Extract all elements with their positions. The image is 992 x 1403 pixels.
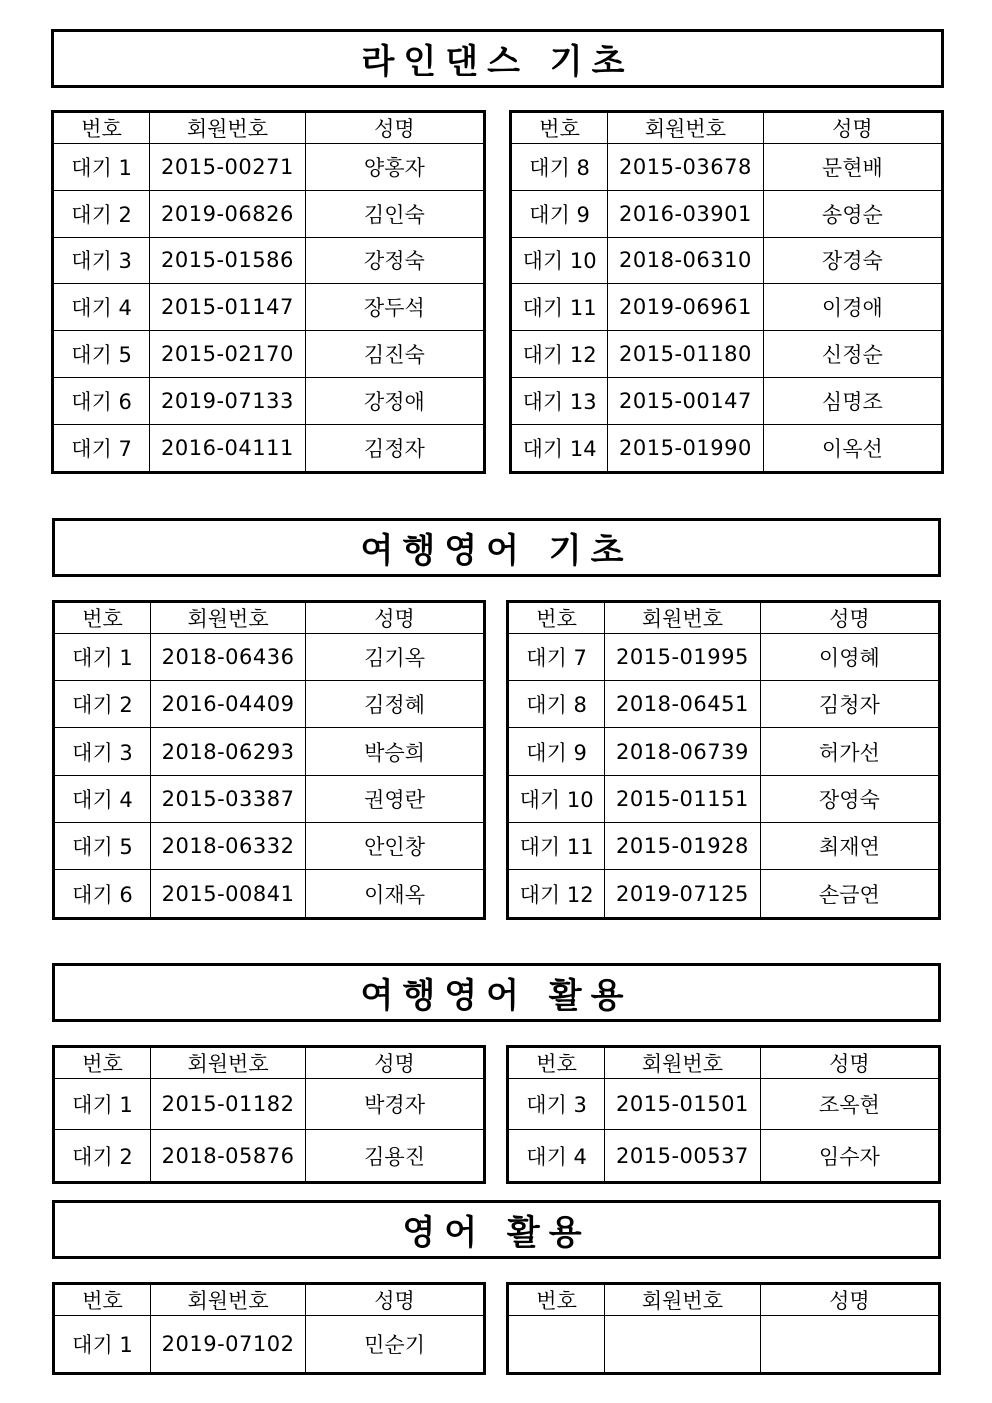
column-header-member-name: 성명 [306, 1284, 485, 1316]
member-id-cell: 2016-04409 [150, 681, 305, 728]
waitlist-number-cell: 대기 4 [54, 775, 151, 822]
waitlist-number-cell: 대기 5 [54, 822, 151, 869]
member-name-cell: 민순기 [306, 1316, 485, 1374]
column-header-member-name: 성명 [760, 1047, 939, 1079]
table-row [508, 728, 940, 775]
member-id-cell: 2015-03678 [608, 144, 764, 191]
waitlist-number-cell: 대기 4 [53, 284, 150, 331]
member-id-cell: 2015-00147 [608, 377, 764, 424]
member-name-cell: 이경애 [763, 284, 942, 331]
member-name-cell: 이옥선 [763, 424, 942, 472]
table-row [54, 681, 485, 728]
table-row [54, 870, 485, 919]
waitlist-number-cell: 대기 7 [508, 634, 605, 681]
member-id-cell: 2016-04111 [150, 424, 306, 472]
section-title: 라인댄스 기초 [51, 29, 944, 88]
table-header-row [54, 1284, 485, 1316]
waitlist-number-cell: 대기 3 [53, 237, 150, 284]
waitlist-table [506, 1045, 941, 1184]
table-row [53, 144, 485, 191]
member-id-cell: 2019-07102 [150, 1316, 305, 1374]
member-name-cell: 조옥현 [760, 1079, 939, 1130]
waitlist-table [52, 600, 486, 920]
member-name-cell: 신정순 [763, 331, 942, 378]
member-id-cell: 2015-01180 [608, 331, 764, 378]
member-id-cell: 2015-01182 [150, 1079, 305, 1130]
waitlist-number-cell: 대기 2 [54, 1130, 151, 1183]
member-name-cell: 장두석 [305, 284, 484, 331]
member-name-cell: 김정자 [305, 424, 484, 472]
waitlist-number-cell: 대기 2 [53, 190, 150, 237]
member-name-cell: 장영숙 [760, 775, 939, 822]
member-name-cell: 김청자 [760, 681, 939, 728]
table-row [54, 775, 485, 822]
member-name-cell: 강정애 [305, 377, 484, 424]
member-id-cell: 2018-06332 [150, 822, 305, 869]
column-header-waitlist-number: 번호 [511, 112, 608, 144]
waitlist-table [506, 1282, 941, 1375]
waitlist-table [506, 600, 941, 920]
member-name-cell: 심명조 [763, 377, 942, 424]
column-header-member-name: 성명 [306, 602, 485, 634]
member-name-cell: 박승희 [306, 728, 485, 775]
waitlist-number-cell: 대기 8 [511, 144, 608, 191]
table-row [54, 822, 485, 869]
member-id-cell: 2018-06310 [608, 237, 764, 284]
member-name-cell: 임수자 [760, 1130, 939, 1183]
member-id-cell: 2019-07125 [605, 870, 761, 919]
column-header-member-name: 성명 [306, 1047, 485, 1079]
waitlist-number-cell: 대기 14 [511, 424, 608, 472]
member-id-cell: 2015-01151 [605, 775, 761, 822]
column-header-member-id: 회원번호 [608, 112, 764, 144]
table-row [508, 870, 940, 919]
table-row [54, 634, 485, 681]
waitlist-number-cell: 대기 8 [508, 681, 605, 728]
waitlist-number-cell: 대기 9 [508, 728, 605, 775]
member-name-cell: 양홍자 [305, 144, 484, 191]
column-header-member-id: 회원번호 [605, 602, 761, 634]
table-header-row [508, 602, 940, 634]
member-name-cell: 김기옥 [306, 634, 485, 681]
waitlist-table [52, 1282, 486, 1375]
member-name-cell: 김용진 [306, 1130, 485, 1183]
waitlist-number-cell: 대기 6 [53, 377, 150, 424]
waitlist-number-cell: 대기 3 [54, 728, 151, 775]
waitlist-number-cell: 대기 1 [54, 1079, 151, 1130]
member-name-cell: 권영란 [306, 775, 485, 822]
member-id-cell: 2019-06826 [150, 190, 306, 237]
section-title: 여행영어 활용 [52, 963, 941, 1022]
column-header-member-id: 회원번호 [150, 1284, 305, 1316]
member-id-cell: 2015-03387 [150, 775, 305, 822]
table-header-row [508, 1284, 940, 1316]
member-name-cell: 김정혜 [306, 681, 485, 728]
column-header-member-name: 성명 [760, 1284, 939, 1316]
table-header-row [511, 112, 943, 144]
member-name-cell: 박경자 [306, 1079, 485, 1130]
column-header-waitlist-number: 번호 [508, 1047, 605, 1079]
member-id-cell: 2019-06961 [608, 284, 764, 331]
member-id-cell: 2016-03901 [608, 190, 764, 237]
member-name-cell: 김진숙 [305, 331, 484, 378]
section-title: 여행영어 기초 [52, 518, 941, 577]
waitlist-table [51, 110, 486, 474]
table-row [508, 681, 940, 728]
waitlist-number-cell: 대기 1 [54, 634, 151, 681]
waitlist-number-cell: 대기 1 [53, 144, 150, 191]
table-row [53, 237, 485, 284]
waitlist-number-cell: 대기 7 [53, 424, 150, 472]
table-header-row [53, 112, 485, 144]
table-row [511, 237, 943, 284]
table-header-row [54, 602, 485, 634]
waitlist-number-cell: 대기 12 [511, 331, 608, 378]
column-header-waitlist-number: 번호 [508, 602, 605, 634]
column-header-member-name: 성명 [305, 112, 484, 144]
table-row [53, 190, 485, 237]
waitlist-number-cell: 대기 4 [508, 1130, 605, 1183]
table-header-row [508, 1047, 940, 1079]
waitlist-number-cell: 대기 2 [54, 681, 151, 728]
member-id-cell: 2015-02170 [150, 331, 306, 378]
member-id-cell: 2015-01928 [605, 822, 761, 869]
member-id-cell: 2015-01995 [605, 634, 761, 681]
waitlist-number-cell: 대기 10 [511, 237, 608, 284]
waitlist-number-cell: 대기 11 [508, 822, 605, 869]
member-id-cell: 2018-06293 [150, 728, 305, 775]
table-header-row [54, 1047, 485, 1079]
member-name-cell: 김인숙 [305, 190, 484, 237]
column-header-member-name: 성명 [760, 602, 939, 634]
member-id-cell: 2018-06451 [605, 681, 761, 728]
waitlist-number-cell: 대기 12 [508, 870, 605, 919]
table-row [511, 144, 943, 191]
column-header-waitlist-number: 번호 [508, 1284, 605, 1316]
table-row [54, 1079, 485, 1130]
member-name-cell: 최재연 [760, 822, 939, 869]
member-name-cell: 송영순 [763, 190, 942, 237]
member-name-cell: 손금연 [760, 870, 939, 919]
column-header-member-id: 회원번호 [605, 1284, 761, 1316]
table-row [511, 190, 943, 237]
waitlist-number-cell: 대기 1 [54, 1316, 151, 1374]
table-row [53, 331, 485, 378]
table-row [53, 284, 485, 331]
column-header-member-id: 회원번호 [605, 1047, 761, 1079]
member-name-cell: 이영혜 [760, 634, 939, 681]
table-row [508, 1130, 940, 1183]
table-row [54, 1316, 485, 1374]
member-id-cell: 2018-06436 [150, 634, 305, 681]
waitlist-number-cell: 대기 3 [508, 1079, 605, 1130]
member-name-cell: 이재옥 [306, 870, 485, 919]
waitlist-table [52, 1045, 486, 1184]
table-row [508, 822, 940, 869]
member-id-cell [605, 1316, 761, 1374]
table-row [508, 775, 940, 822]
member-id-cell: 2015-00271 [150, 144, 306, 191]
waitlist-number-cell [508, 1316, 605, 1374]
table-row [508, 634, 940, 681]
member-id-cell: 2015-01501 [605, 1079, 761, 1130]
member-id-cell: 2018-06739 [605, 728, 761, 775]
waitlist-number-cell: 대기 5 [53, 331, 150, 378]
member-id-cell: 2019-07133 [150, 377, 306, 424]
waitlist-number-cell: 대기 6 [54, 870, 151, 919]
table-row [54, 1130, 485, 1183]
section-title: 영어 활용 [52, 1200, 941, 1259]
column-header-waitlist-number: 번호 [54, 602, 151, 634]
table-row [511, 331, 943, 378]
waitlist-number-cell: 대기 11 [511, 284, 608, 331]
column-header-member-id: 회원번호 [150, 602, 305, 634]
table-row [511, 284, 943, 331]
member-name-cell: 허가선 [760, 728, 939, 775]
member-id-cell: 2015-00841 [150, 870, 305, 919]
member-name-cell [760, 1316, 939, 1374]
member-id-cell: 2015-01586 [150, 237, 306, 284]
column-header-member-id: 회원번호 [150, 112, 306, 144]
waitlist-number-cell: 대기 9 [511, 190, 608, 237]
member-name-cell: 문현배 [763, 144, 942, 191]
member-name-cell: 강정숙 [305, 237, 484, 284]
column-header-waitlist-number: 번호 [54, 1284, 151, 1316]
member-id-cell: 2015-01147 [150, 284, 306, 331]
waitlist-number-cell: 대기 10 [508, 775, 605, 822]
table-row [508, 1079, 940, 1130]
column-header-member-id: 회원번호 [150, 1047, 305, 1079]
waitlist-number-cell: 대기 13 [511, 377, 608, 424]
member-id-cell: 2018-05876 [150, 1130, 305, 1183]
table-row [511, 424, 943, 472]
waitlist-table [509, 110, 944, 474]
column-header-waitlist-number: 번호 [54, 1047, 151, 1079]
member-name-cell: 안인창 [306, 822, 485, 869]
member-id-cell: 2015-00537 [605, 1130, 761, 1183]
table-row [53, 377, 485, 424]
column-header-waitlist-number: 번호 [53, 112, 150, 144]
member-name-cell: 장경숙 [763, 237, 942, 284]
table-row [511, 377, 943, 424]
table-row [54, 728, 485, 775]
table-row [508, 1316, 940, 1374]
column-header-member-name: 성명 [763, 112, 942, 144]
member-id-cell: 2015-01990 [608, 424, 764, 472]
table-row [53, 424, 485, 472]
